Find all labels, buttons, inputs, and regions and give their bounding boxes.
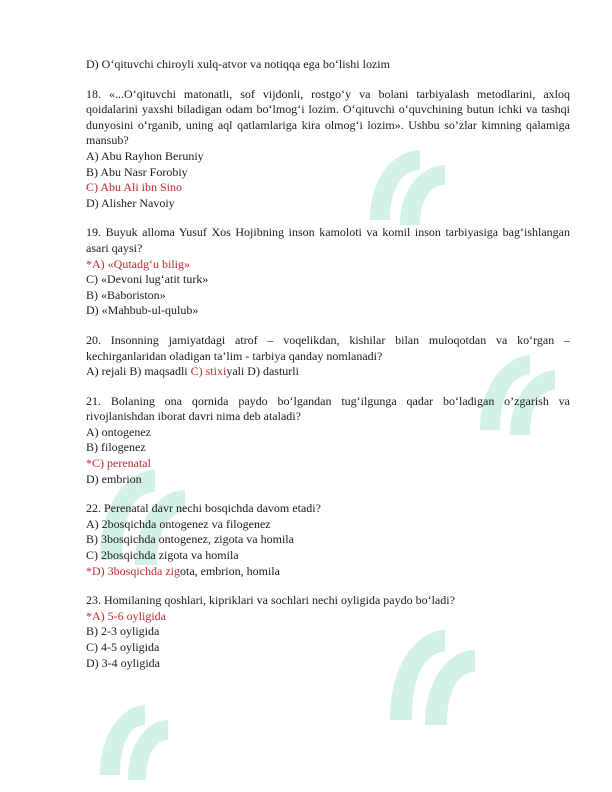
question-23 bbox=[86, 593, 570, 671]
answer-option-correct: *A) 5-6 oyligida bbox=[86, 608, 166, 623]
answer-option-correct: *A) «Qutadg‘u bilig» bbox=[86, 256, 190, 271]
answer-option: B) 2-3 oyligida bbox=[86, 624, 160, 639]
document-body bbox=[86, 57, 570, 671]
answer-option: D) «Mahbub-ul-qulub» bbox=[86, 303, 199, 318]
question-20 bbox=[86, 333, 570, 380]
answer-option-correct: *D) 3bosqichda zigota, embrion, homila bbox=[86, 563, 280, 578]
answer-option: B) «Baboriston» bbox=[86, 287, 166, 302]
question-text: 23. Homilaning qoshlari, kipriklari va sochlari nechi oyligida paydo bo‘ladi? bbox=[86, 593, 455, 608]
question-18 bbox=[86, 87, 570, 212]
answer-option: B) filogenez bbox=[86, 440, 146, 455]
answer-option: A) ontogenez bbox=[86, 424, 151, 439]
answer-option: C) «Devoni lugʻatit turk» bbox=[86, 272, 209, 287]
answer-option: C) 2bosqichda zigota va homila bbox=[86, 548, 239, 563]
answer-option-correct: C) Abu Ali ibn Sino bbox=[86, 180, 183, 195]
answer-option: D) 3-4 oyligida bbox=[86, 655, 160, 670]
answer-option: B) 3bosqichda ontogenez, zigota va homila bbox=[86, 532, 294, 547]
answer-option: B) Abu Nasr Forobiy bbox=[86, 164, 188, 179]
answer-option: A) 2bosqichda ontogenez va filogenez bbox=[86, 516, 271, 531]
question-text: 18. «...O‘qituvchi matonatli, sof vijdonli, rostgo‘y va bolani tarbiyalash metodlarini, axloq qoidalarini yaxshi biladigan odam bo‘lmog‘i lozim. O‘qituvchi o‘quvchining butun ichki va tashqi dunyosini o‘rganib, uning aql qatlamlariga kira olmog‘i lozim». Ushbu so’zlar kimning qalamiga mansub? bbox=[86, 86, 570, 148]
answer-option-correct: *C) perenatal bbox=[86, 456, 151, 471]
prev-answer-line: D) O‘qituvchi chiroyli xulq-atvor va notiqqa ega bo‘lishi lozim bbox=[86, 57, 390, 71]
answer-options-inline: A) rejali B) maqsadli C) stixiyali D) dasturli bbox=[86, 364, 299, 379]
answer-option: A) Abu Rayhon Beruniy bbox=[86, 148, 204, 163]
question-text: 19. Buyuk alloma Yusuf Xos Hojibning inson kamoloti va komil inson tarbiyasiga bag‘ishlangan asari qaysi? bbox=[86, 225, 570, 255]
question-text: 22. Perenatal davr nechi bosqichda davom etadi? bbox=[86, 501, 321, 516]
question-text: 21. Bolaning ona qornida paydo bo‘lgandan tug‘ilgunga qadar bo‘ladigan o’zgarish va rivojlanishdan iborat davri nima deb ataladi? bbox=[86, 393, 570, 424]
answer-option: D) Alisher Navoiy bbox=[86, 195, 175, 210]
question-21 bbox=[86, 394, 570, 488]
question-22 bbox=[86, 501, 570, 579]
question-text: 20. Insonning jamiyatdagi atrof – voqelikdan, kishilar bilan muloqotdan va koʻrgan – kechirganlaridan oladigan ta’lim - tarbiya qanday nomlanadi? bbox=[86, 332, 570, 363]
soff-logo-icon bbox=[90, 680, 200, 790]
question-19 bbox=[86, 225, 570, 319]
answer-option: D) embrion bbox=[86, 471, 142, 486]
answer-option: C) 4-5 oyligida bbox=[86, 640, 160, 654]
